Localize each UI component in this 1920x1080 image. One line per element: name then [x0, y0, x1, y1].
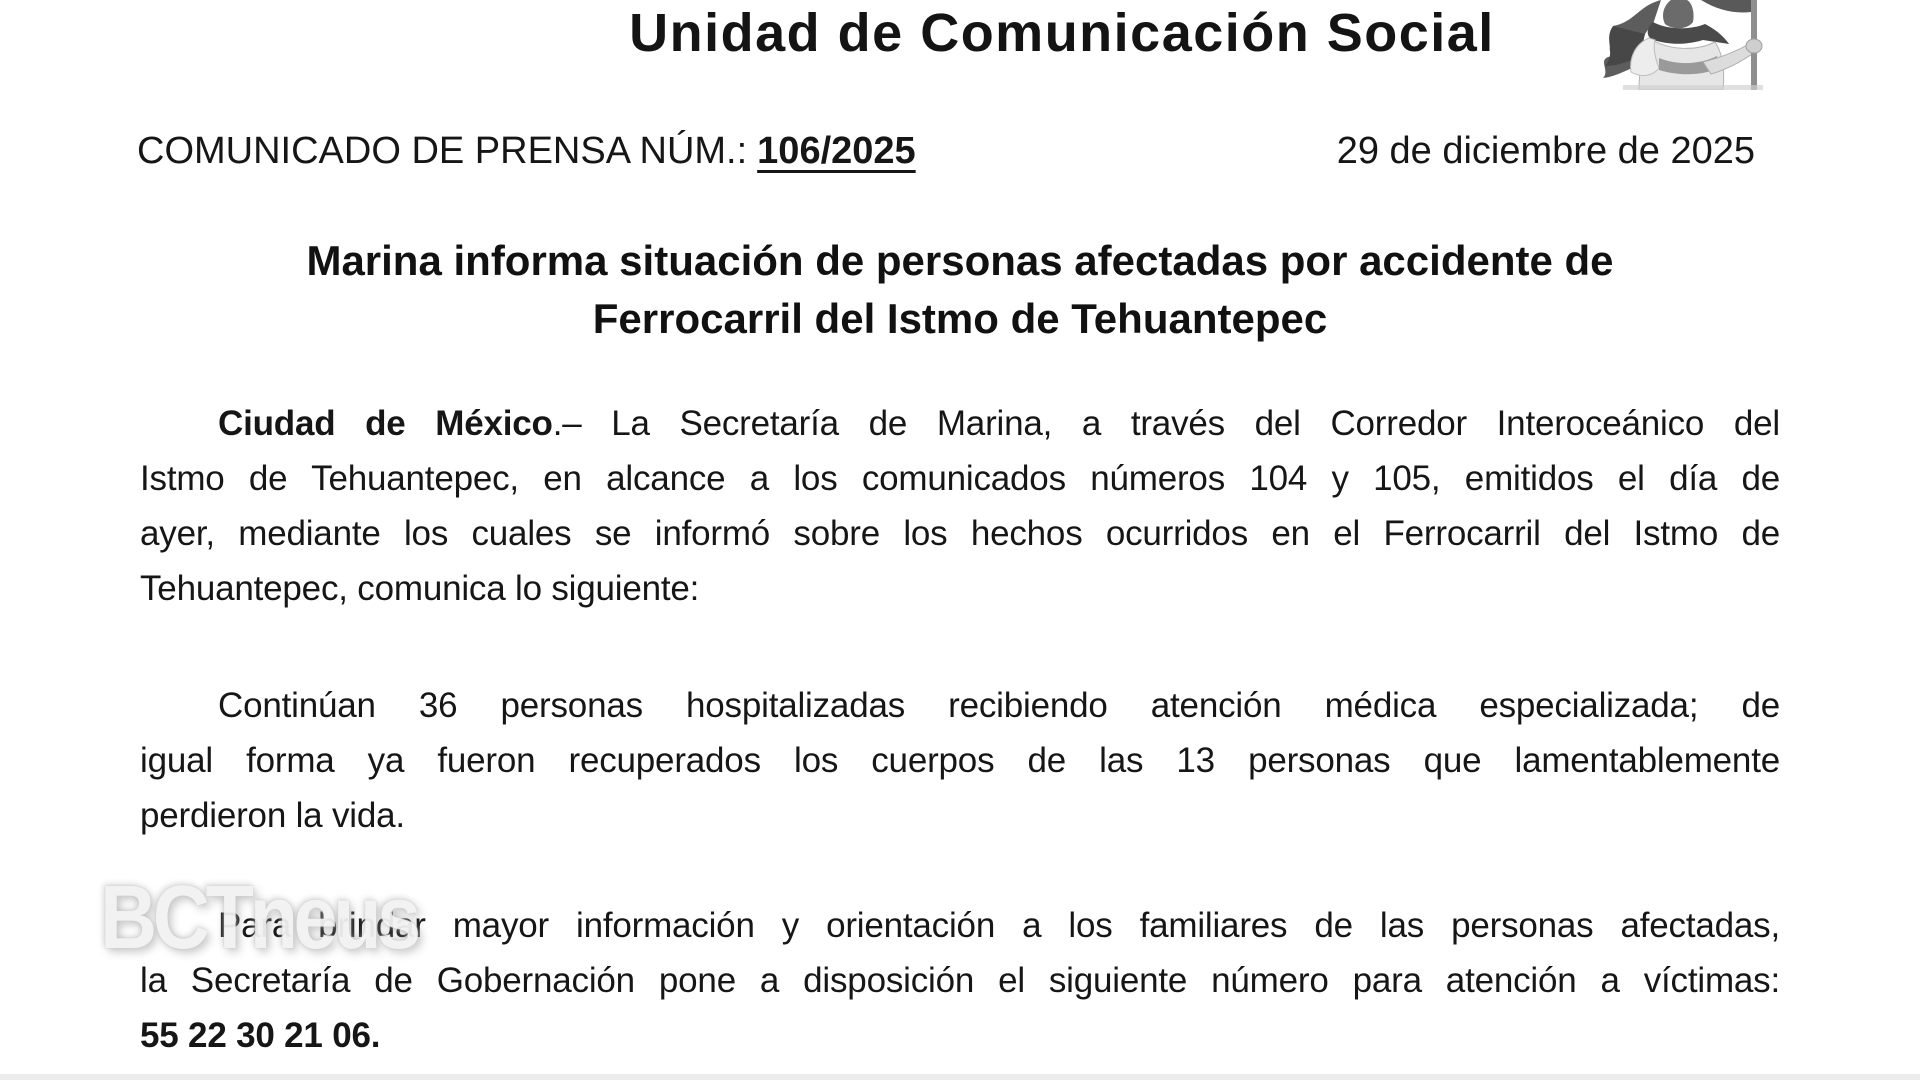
paragraph-status-line-3: perdieron la vida.	[140, 796, 405, 835]
dateline-city: Ciudad de México	[218, 404, 553, 443]
paragraph-intro-line-3: ayer, mediante los cuales se informó sobre los hechos ocurridos en el Ferrocarril del Istmo de	[140, 514, 1780, 553]
paragraph-intro-line-1	[140, 396, 1780, 451]
paragraph-status-line-2: igual forma ya fueron recuperados los cuerpos de las 13 personas que lamentablemente	[140, 741, 1780, 780]
release-date: 29 de diciembre de 2025	[1336, 130, 1755, 172]
paragraph-intro-line-1-text: .– La Secretaría de Marina, a través del Corredor Interoceánico del	[552, 404, 1780, 443]
paragraph-contact-line-2: la Secretaría de Gobernación pone a disposición el siguiente número para atención a víctimas:	[140, 961, 1780, 1000]
paragraph-status	[140, 678, 1780, 843]
bctneus-watermark: BCTneus	[100, 868, 417, 968]
bulletin-number: 106/2025	[757, 130, 916, 172]
paragraph-intro-line-4: Tehuantepec, comunica lo siguiente:	[140, 569, 700, 608]
victims-phone-number: 55 22 30 21 06.	[140, 1016, 381, 1055]
paragraph-contact-line-1: Para brindar mayor información y orientación a los familiares de las personas afectadas,	[218, 906, 1780, 945]
bulletin-label: COMUNICADO DE PRENSA NÚM.:	[137, 130, 748, 172]
paragraph-intro-line-2: Istmo de Tehuantepec, en alcance a los comunicados números 104 y 105, emitidos el día de	[140, 459, 1780, 498]
bulletin-meta-row	[137, 130, 1755, 180]
release-title-line-1: Marina informa situación de personas afectadas por accidente de	[306, 237, 1614, 284]
page-title: Unidad de Comunicación Social	[629, 3, 1495, 63]
paragraph-intro	[140, 396, 1780, 616]
release-title-line-2: Ferrocarril del Istmo de Tehuantepec	[592, 295, 1328, 342]
release-title	[140, 232, 1780, 348]
marina-patria-logo-icon	[1583, 0, 1795, 90]
page-bottom-edge	[0, 1074, 1920, 1080]
paragraph-status-line-1: Continúan 36 personas hospitalizadas recibiendo atención médica especializada; de	[218, 686, 1780, 725]
bulletin-number-line	[137, 130, 916, 173]
